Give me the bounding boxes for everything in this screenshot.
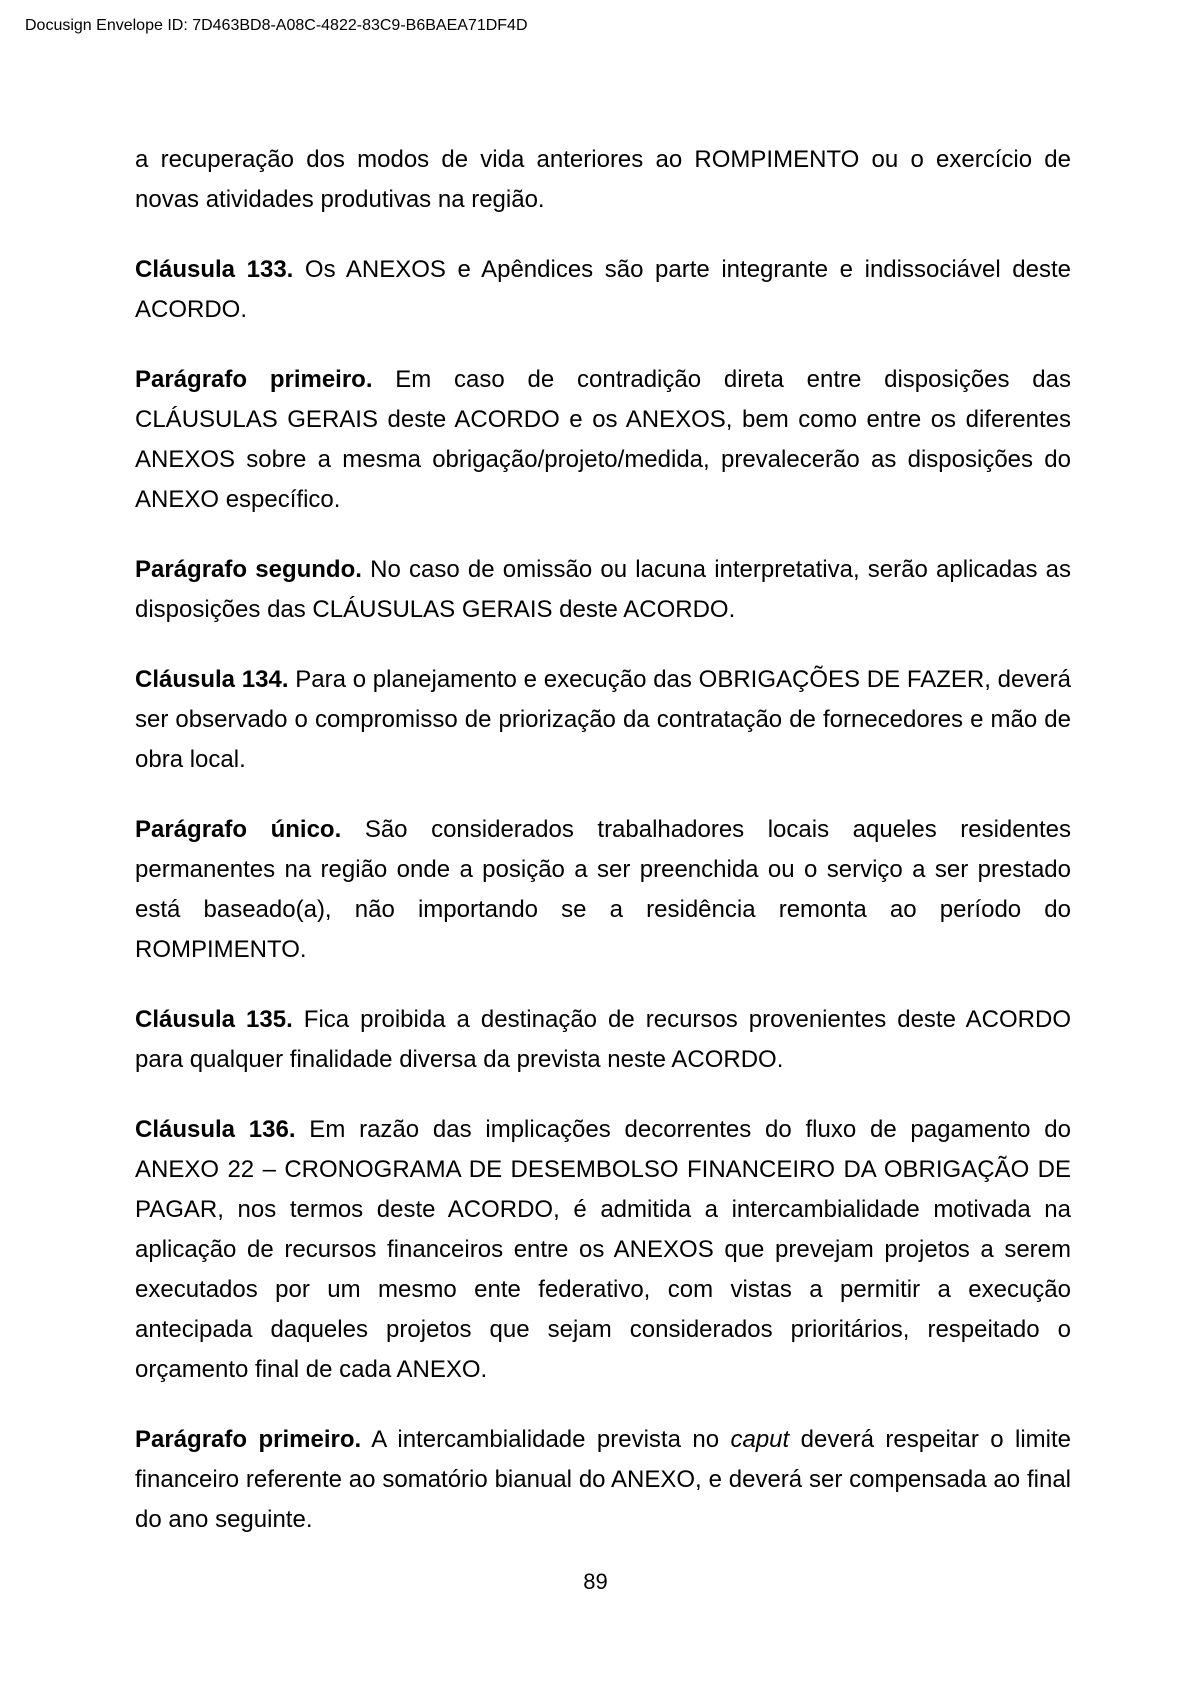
clause-135 [135, 1000, 1071, 1080]
page-number: 89 [583, 1569, 608, 1594]
clause-136 [135, 1110, 1071, 1390]
clause-134-paragrafo-unico [135, 810, 1071, 970]
clause-133-paragrafo-segundo [135, 550, 1071, 630]
paragraph-text: deverá respeitar o limite financeiro referente ao somatório bianual do ANEXO, e deverá ser compensada ao final do ano seguinte. [135, 1426, 1072, 1533]
paragraph-continuation [135, 140, 1071, 220]
clause-lead: Cláusula 136. [135, 1116, 296, 1143]
clause-lead: Parágrafo único. [135, 816, 342, 843]
paragraph-text: Os ANEXOS e Apêndices são parte integrante e indissociável deste ACORDO. [135, 256, 1071, 323]
clause-lead: Parágrafo segundo. [135, 556, 362, 583]
clause-134 [135, 660, 1071, 780]
document-body [135, 140, 1071, 1570]
paragraph-text: a recuperação dos modos de vida anteriores ao ROMPIMENTO ou o exercício de novas atividades produtivas na região. [135, 146, 1071, 213]
docusign-envelope-id: Docusign Envelope ID: 7D463BD8-A08C-4822-83C9-B6BAEA71DF4D [25, 17, 528, 34]
clause-133 [135, 250, 1071, 330]
clause-lead: Cláusula 133. [135, 256, 294, 283]
clause-lead: Cláusula 134. [135, 666, 289, 693]
clause-lead: Cláusula 135. [135, 1006, 293, 1033]
paragraph-text: São considerados trabalhadores locais aqueles residentes permanentes na região onde a posição a ser preenchida ou o serviço a ser prestado está baseado(a), não importando se a residência remonta ao período do ROMPIMENTO. [135, 816, 1071, 963]
paragraph-text: No caso de omissão ou lacuna interpretativa, serão aplicadas as disposições das CLÁUSULAS GERAIS deste ACORDO. [135, 556, 1072, 623]
clause-133-paragrafo-primeiro [135, 360, 1071, 520]
paragraph-text: Em caso de contradição direta entre disposições das CLÁUSULAS GERAIS deste ACORDO e os ANEXOS, bem como entre os diferentes ANEXOS sobre a mesma obrigação/projeto/medida, prevalecerão as disposições do ANEXO específico. [135, 366, 1071, 513]
clause-lead: Parágrafo primeiro. [135, 1426, 362, 1453]
paragraph-text: Fica proibida a destinação de recursos provenientes deste ACORDO para qualquer finalidade diversa da prevista neste ACORDO. [135, 1006, 1071, 1073]
clause-lead: Parágrafo primeiro. [135, 366, 373, 393]
italic-term: caput [730, 1426, 790, 1453]
clause-136-paragrafo-primeiro [135, 1420, 1071, 1540]
paragraph-text: Para o planejamento e execução das OBRIGAÇÕES DE FAZER, deverá ser observado o compromisso de priorização da contratação de fornecedores e mão de obra local. [135, 666, 1071, 773]
paragraph-text: Em razão das implicações decorrentes do fluxo de pagamento do ANEXO 22 – CRONOGRAMA DE DESEMBOLSO FINANCEIRO DA OBRIGAÇÃO DE PAGAR, nos termos deste ACORDO, é admitida a intercambialidade motivada na aplicação de recursos financeiros entre os ANEXOS que prevejam projetos a serem executados por um mesmo ente federativo, com vistas a permitir a execução antecipada daqueles projetos que sejam considerados prioritários, respeitado o orçamento final de cada ANEXO. [135, 1116, 1071, 1383]
paragraph-text: A intercambialidade prevista no [361, 1426, 731, 1453]
